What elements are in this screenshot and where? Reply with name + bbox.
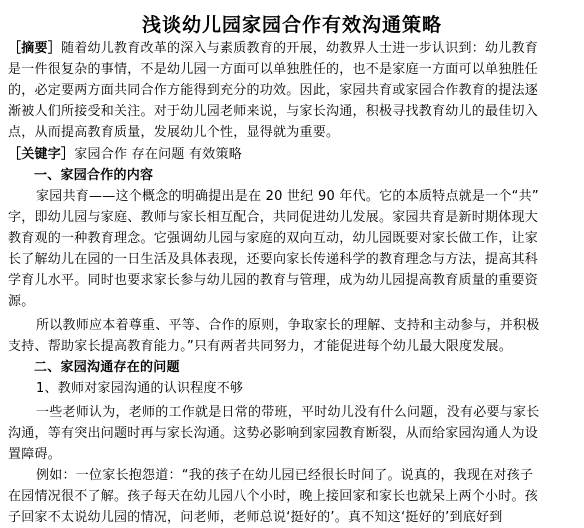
abstract-line-3: 的，必定要两方面共同合作方能得到充分的功效。因此，家园共育或家园合作教育的提法逐 <box>8 83 539 98</box>
s2-p2-line-1: 例如：一位家长抱怨道：“我的孩子在幼儿园已经很长时间了。说真的，我现在对孩子 <box>36 468 534 483</box>
keywords-label: ［关键字］ <box>8 147 75 162</box>
abstract-line-4: 渐被人们所接受和关注。对于幼儿园老师来说，与家长沟通，积极寻找教育幼儿的最佳切入 <box>8 104 539 119</box>
s2-p2-line-2: 在园情况很不了解。孩子每天在幼儿园八个小时，晚上接回家和家长也就呆上两个小时。孩 <box>8 489 539 504</box>
abstract-line-2: 是一件很复杂的事情，不是幼儿园一方面可以单独胜任的，也不是家庭一方面可以单独胜任 <box>8 62 539 77</box>
s2-p1-line-1: 一些老师认为，老师的工作就是日常的带班，平时幼儿没有什么问题，没有必要与家长 <box>36 405 540 420</box>
document-title: 浅谈幼儿园家园合作有效沟通策略 <box>141 14 442 36</box>
abstract-line-1 <box>8 41 538 57</box>
s1-p1-line-2: 字，即幼儿园与家庭、教师与家长相互配合，共同促进幼儿发展。家园共育是新时期体现大 <box>8 210 539 225</box>
s2-p1-line-3: 置障碍。 <box>8 447 62 462</box>
s2-p1-line-2: 沟通，等有突出问题时再与家长沟通。这势必影响到家园教育断裂，从而给家园沟通人为设 <box>8 426 539 441</box>
section-2-heading: 二、家园沟通存在的问题 <box>34 360 180 375</box>
s1-p1-line-5: 学育儿水平。同时也要求家长参与幼儿园的教育与管理，成为幼儿园提高教育质量的重要资 <box>8 273 539 288</box>
s1-p2-line-1: 所以教师应本着尊重、平等、合作的原则，争取家长的理解、支持和主动参与，并积极 <box>36 318 540 333</box>
section-1-heading: 一、家园合作的内容 <box>34 168 154 183</box>
s1-p1-line-1: 家园共育——这个概念的明确提出是在 20 世纪 90 年代。它的本质特点就是一个“共” <box>36 189 539 204</box>
keywords-line <box>8 147 242 163</box>
section-2-subheading: 1、教师对家园沟通的认识程度不够 <box>36 381 244 396</box>
keywords-text: 家园合作 存在问题 有效策略 <box>74 147 243 162</box>
abstract-label: ［摘要］ <box>8 41 62 56</box>
s1-p2-line-2: 支持、帮助家长提高教育能力。”只有两者共同努力，才能促进每个幼儿最大限度发展。 <box>8 339 512 354</box>
abstract-text-1: 随着幼儿教育改革的深入与素质教育的开展，幼教界人士进一步认识到：幼儿教育 <box>61 41 539 56</box>
s1-p1-line-3: 教育观的一种教育理念。它强调幼儿园与家庭的双向互动，幼儿园既要对家长做工作，让家 <box>8 231 539 246</box>
s1-p1-line-6: 源。 <box>8 294 35 309</box>
s1-p1-line-4: 长了解幼儿在园的一日生活及具体表现，还要向家长传递科学的教育理念与方法，提高其科 <box>8 252 539 267</box>
s2-p2-line-3: 子回家不太说幼儿园的情况，问老师，老师总说‘挺好的’。真不知这‘挺好的’到底好到 <box>8 510 503 525</box>
abstract-line-5: 点，从而提高教育质量，发展幼儿个性，显得就为重要。 <box>8 125 340 140</box>
